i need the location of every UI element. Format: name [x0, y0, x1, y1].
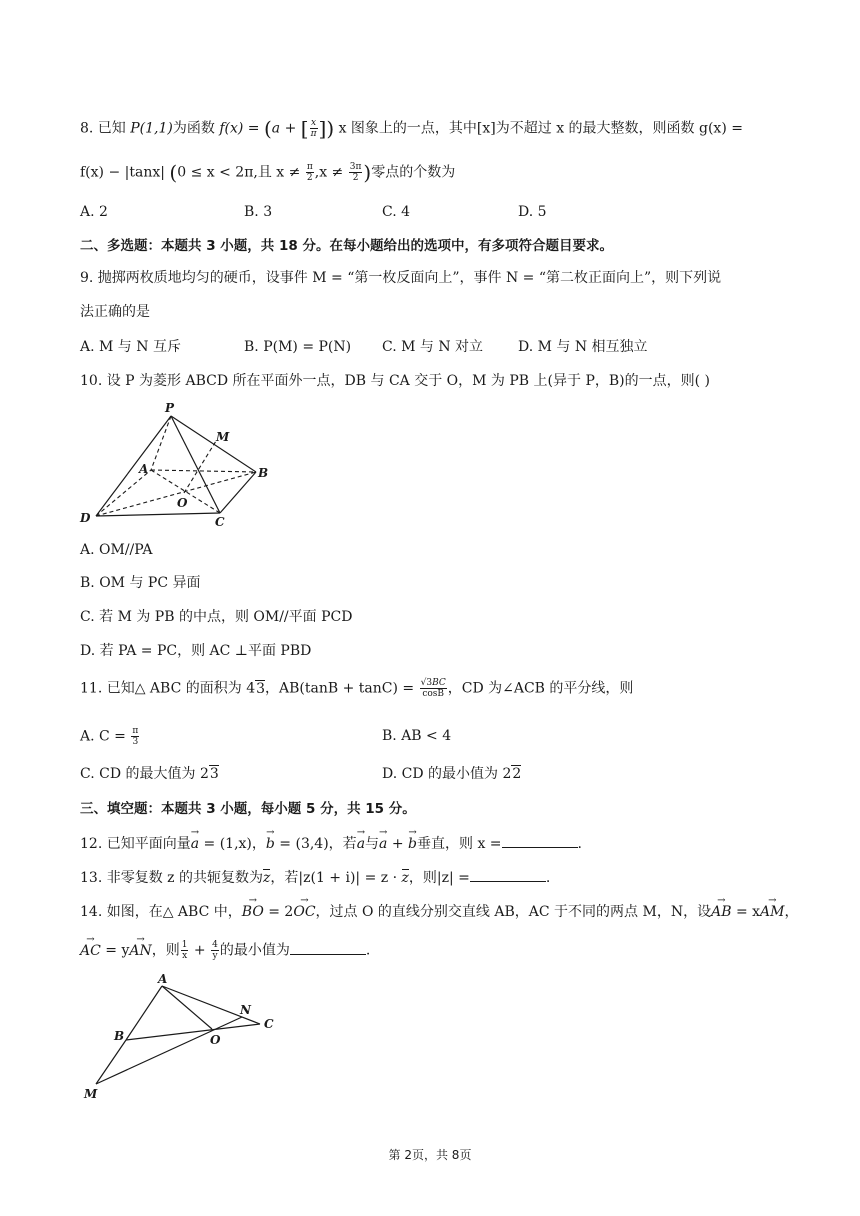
q12-stem: 12. 已知平面向量→ a = (1,x)，→ b = (3,4)，若→ a与→ a + → b垂直，则 x = . [80, 834, 830, 854]
section-2-heading: 二、多选题：本题共 3 小题，共 18 分。在每小题给出的选项中，有多项符合题目要求。 [80, 238, 613, 254]
q14-label-o: O [210, 1033, 221, 1047]
q10-option-d: D. 若 PA = PC，则 AC ⊥平面 PBD [80, 643, 312, 659]
q10-label-c: C [215, 515, 225, 529]
q10-label-o: O [177, 496, 188, 510]
q10-label-d: D [80, 511, 91, 525]
q11-option-a: A. C = $\frac{\pi}{3}$ [80, 726, 139, 747]
q14-label-c: C [264, 1017, 274, 1031]
q11-stem: 11. 已知△ ABC 的面积为 43，AB(tanB + tanC) = $\frac{√3BC}{\cos B}$ ，CD 为∠ACB 的平分线，则 [80, 678, 634, 699]
q8-option-c: C. 4 [382, 204, 411, 220]
q10-label-m: M [216, 430, 230, 444]
q10-label-p: P [165, 401, 175, 415]
q8-line-1: 8. 已知 P(1,1)为函数 f(x) = (a + [ $\frac{x}{\pi}$ ]) x 图象上的一点，其中[x]为不超过 x 的最大整数，则函数 g(x) = [80, 116, 743, 141]
q10-option-b: B. OM 与 PC 异面 [80, 575, 201, 591]
q14-answer-blank [290, 942, 366, 955]
q8-line-2: f(x) − |tanx| (0 ≤ x < 2π,且 x ≠ $\frac{\pi}{2}$ ,x ≠ $\frac{3\pi}{2}$ )零点的个数为 [80, 160, 456, 185]
q13-stem: 13. 非零复数 z 的共轭复数为z，若|z(1 + i)| = z · z，则|z| = . [80, 870, 551, 886]
q11-sqrt3: 3 [256, 680, 266, 697]
q14-label-b: B [114, 1029, 125, 1043]
q10-label-a: A [139, 462, 149, 476]
q8-option-d: D. 5 [518, 204, 547, 220]
q9-option-a: A. M 与 N 互斥 [80, 339, 181, 355]
q14-label-m: M [84, 1087, 98, 1101]
q10-pyramid-figure [76, 398, 286, 530]
q11-option-c: C. CD 的最大值为 23 [80, 766, 219, 782]
q11-option-b: B. AB < 4 [382, 728, 452, 744]
q8-option-b: B. 3 [244, 204, 273, 220]
q8-frac-x-over-pi: $\frac{x}{\pi}$ [310, 118, 317, 139]
q14-label-a: A [158, 972, 168, 986]
q11-option-d: D. CD 的最小值为 22 [382, 766, 522, 782]
q9-option-d: D. M 与 N 相互独立 [518, 339, 648, 355]
q10-option-c: C. 若 M 为 PB 的中点，则 OM//平面 PCD [80, 609, 353, 625]
q12-answer-blank [502, 835, 578, 848]
q10-label-b: B [258, 466, 269, 480]
q14-line-2: → AC = y→ AN，则 $\frac{1}{x}$ + $\frac{4}{y}$ 的最小值为 . [80, 940, 830, 961]
page-footer: 第 2页，共 8页 [388, 1148, 472, 1162]
q13-answer-blank [470, 869, 546, 882]
section-3-heading: 三、填空题：本题共 3 小题，每小题 5 分，共 15 分。 [80, 801, 416, 817]
q10-option-a: A. OM//PA [80, 542, 153, 558]
q9-option-b: B. P(M) = P(N) [244, 339, 352, 355]
q10-stem: 10. 设 P 为菱形 ABCD 所在平面外一点，DB 与 CA 交于 O，M 为 PB 上(异于 P，B)的一点，则( ) [80, 373, 710, 389]
q9-option-c: C. M 与 N 对立 [382, 339, 484, 355]
q14-line-1: 14. 如图，在△ ABC 中，→ BO = 2→ OC，过点 O 的直线分别交直线 AB，AC 于不同的两点 M，N，设→ AB = x→ AM， [80, 902, 830, 922]
q9-line-2: 法正确的是 [80, 304, 150, 320]
q14-triangle-figure [82, 972, 282, 1102]
q14-label-n: N [240, 1003, 251, 1017]
q8-option-a: A. 2 [80, 204, 108, 220]
q11-fraction: $\frac{√3BC}{\cos B}$ [420, 678, 446, 699]
q9-line-1: 9. 抛掷两枚质地均匀的硬币，设事件 M = “第一枚反面向上”，事件 N = “第二枚正面向上”，则下列说 [80, 270, 722, 286]
